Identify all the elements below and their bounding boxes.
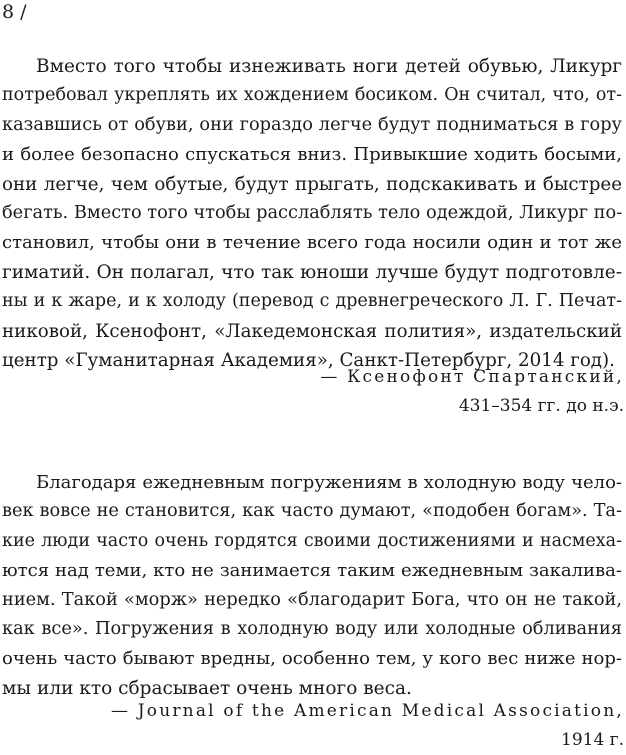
- text-line: как все». Погружения в холодную воду или холодные обливания: [2, 619, 622, 640]
- quote-jama: [2, 468, 622, 703]
- text-line: и более безопасно спускаться вниз. Привыкшие ходить босыми,: [2, 144, 622, 166]
- text-line: бегать. Вместо того чтобы расслаблять тело одеждой, Ликург по-: [2, 203, 623, 224]
- text-line: становил, чтобы они в течение всего года носили один и тот же: [2, 232, 622, 254]
- text-line: мы или кто сбрасывает очень много веса.: [2, 677, 412, 699]
- attribution-name: — Journal of the American Medical Association,: [110, 701, 624, 721]
- text-line: Вместо того чтобы изнеживать ноги детей обувью, Ликург: [36, 56, 622, 77]
- text-line: потребовал укреплять их хождением босиком. Он считал, что, от-: [2, 85, 622, 106]
- attribution-date: 1914 г.: [561, 730, 624, 750]
- page-number: 8 /: [2, 1, 27, 23]
- text-line: век вовсе не становится, как часто думают, «подобен богам». Та-: [2, 501, 622, 522]
- text-line: кие люди часто очень гордятся своими достижениями и насмеха-: [2, 530, 622, 551]
- quote-xenophon: [2, 52, 622, 375]
- text-line: Благодаря ежедневным погружениям в холодную воду чело-: [36, 472, 622, 493]
- text-line: ны и к жаре, и к холоду (перевод с древнегреческого Л. Г. Печат-: [2, 291, 622, 312]
- attribution-date: 431–354 гг. до н.э.: [458, 396, 624, 416]
- text-line: центр «Гуманитарная Академия», Санкт-Петербург, 2014 год).: [2, 350, 615, 372]
- attribution-name: — Ксенофонт Спартанский,: [320, 367, 624, 387]
- text-line: гиматий. Он полагал, что так юноши лучше будут подготовле-: [2, 261, 622, 283]
- text-line: очень часто бывают вредны, особенно тем, у кого вес ниже нор-: [2, 648, 622, 670]
- attribution-jama: [4, 697, 624, 755]
- text-line: они легче, чем обутые, будут прыгать, подскакивать и быстрее: [2, 173, 622, 195]
- text-line: нием. Такой «морж» нередко «благодарит Бога, что он не такой,: [2, 589, 622, 610]
- attribution-xenophon: [4, 363, 624, 421]
- text-line: казавшись от обуви, они гораздо легче будут подниматься в гору: [2, 114, 622, 135]
- text-line: никовой, Ксенофонт, «Лакедемонская полития», издательский: [2, 320, 622, 342]
- text-line: ются над теми, кто не занимается таким ежедневным закалива-: [2, 560, 622, 582]
